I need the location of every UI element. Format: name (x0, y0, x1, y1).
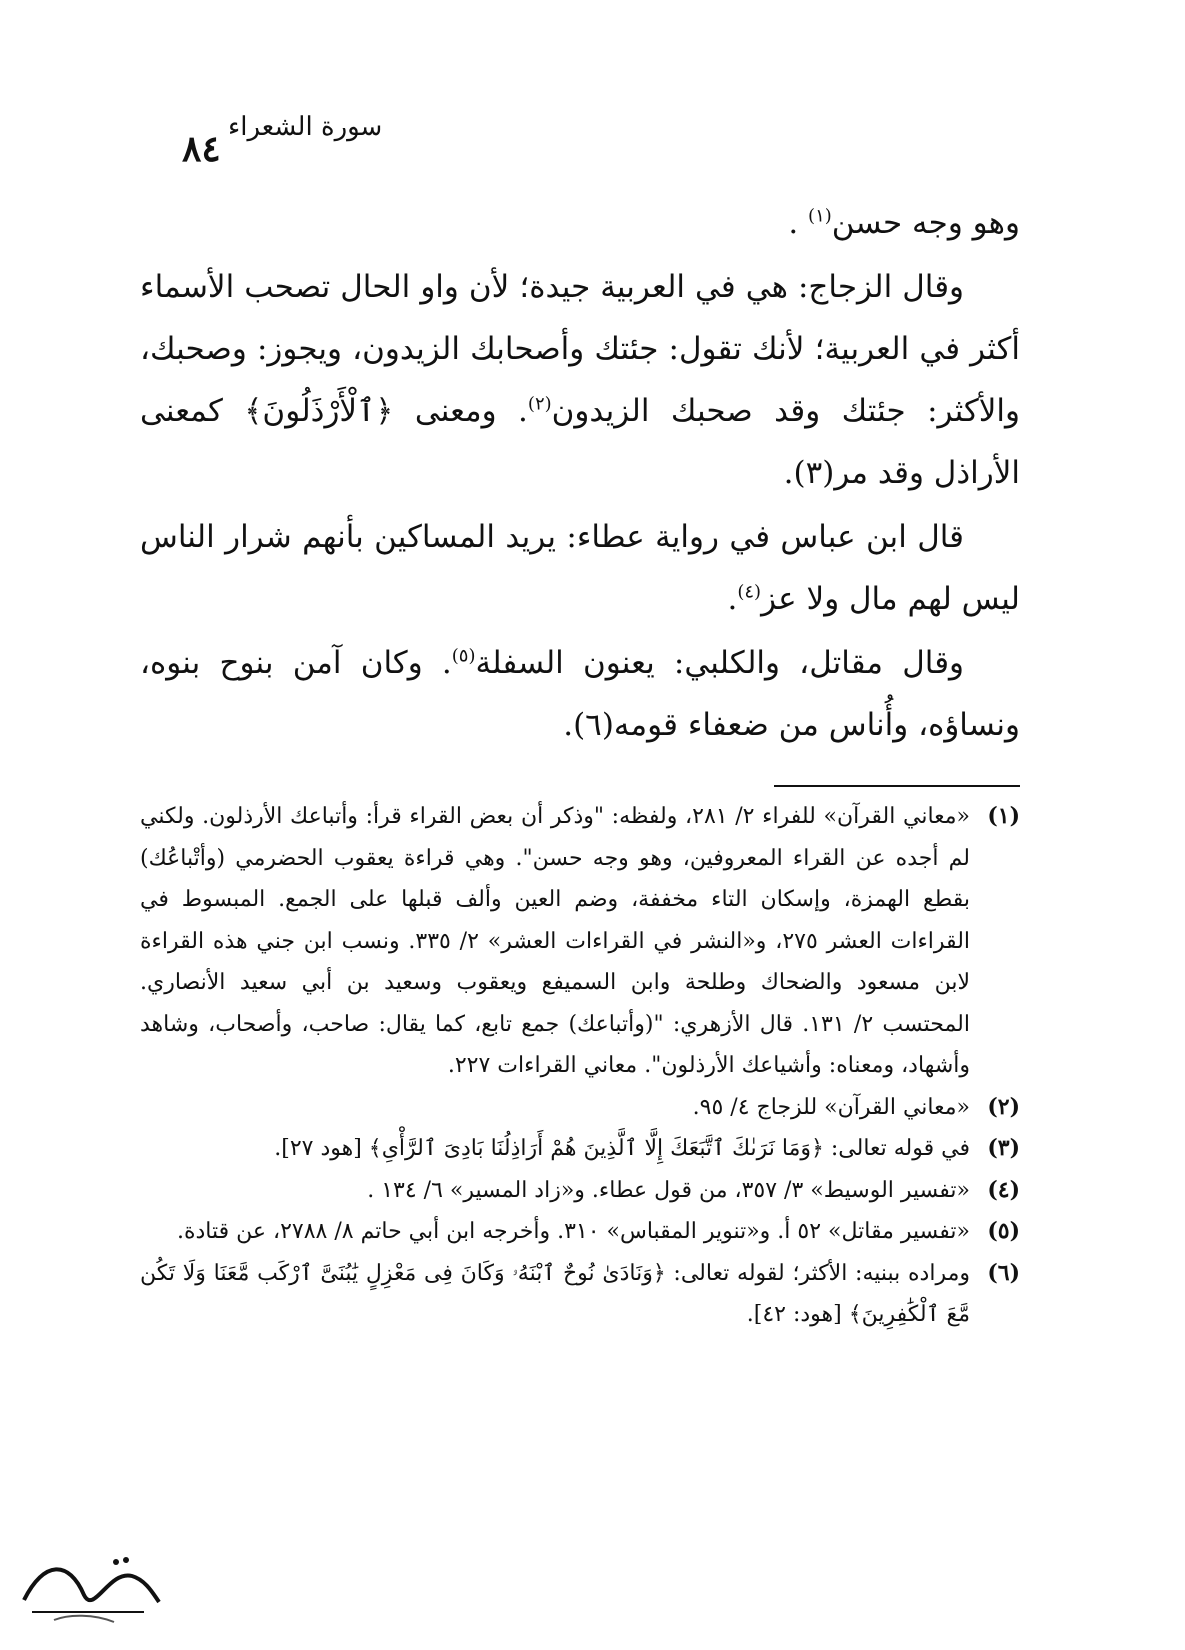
footnote-number: (٦) (987, 1259, 1020, 1286)
footnote-text: «تفسير الوسيط» ٣/ ٣٥٧، من قول عطاء. و«زاد المسير» ٦/ ١٣٤ . (367, 1177, 970, 1203)
footnote-text: «تفسير مقاتل» ٥٢ أ. و«تنوير المقباس» ٣١٠. وأخرجه ابن أبي حاتم ٨/ ٢٧٨٨، عن قتادة. (176, 1219, 970, 1244)
paragraph: قال ابن عباس في رواية عطاء: يريد المساكين بأنهم شرار الناس ليس لهم مال ولا عز$^{(٤)}$. (140, 519, 1020, 617)
footnote-ref[interactable]: (٥) (451, 645, 476, 667)
footnote-ref[interactable]: (٢) (527, 393, 552, 415)
footnote-ref[interactable]: (١) (808, 205, 832, 227)
paragraph: وهو وجه حسن$^{(١)}$ . (788, 205, 1020, 241)
footnotes (140, 796, 1020, 1336)
footnote-number: (١) (987, 803, 1020, 829)
footnote-text: ومراده ببنيه: الأكثر؛ لقوله تعالى: ﴿وَنَادَىٰ نُوحٌ ٱبْنَهُۥ وَكَانَ فِى مَعْزِلٍ يَٰبُنَىَّ ٱرْكَب مَّعَنَا وَلَا تَكُن مَّعَ ٱلْكَٰفِرِينَ﴾ [هود: ٤٢]. (140, 1260, 970, 1327)
page-header (0, 108, 1185, 168)
footnote (140, 1253, 1020, 1336)
footnote-number: (٢) (987, 1093, 1020, 1120)
footnote-text: «معاني القرآن» للفراء ٢/ ٢٨١، ولفظه: "وذكر أن بعض القراء قرأ: وأتباعك الأرذلون. ولكني لم أجده عن القراء المعروفين، وهو وجه حسن". وهي قراءة يعقوب الحضرمي (وأتْباعُك) بقطع الهمزة، وإسكان التاء مخففة، وضم العين وألف قبلها على الجمع. المبسوط في القراءات العشر ٢٧٥، و«النشر في القراءات العشر» ٢/ ٣٣٥. ونسب ابن جني هذه القراءة لابن مسعود والضحاك وطلحة وابن السميفع ويعقوب وسعيد بن أبي سعيد الأنصاري. المحتسب ٢/ ١٣١. قال الأزهري: "(وأتباعك) جمع تابع، كما يقال: صاحب، وأصحاب، وشاهد وأشهاد، ومعناه: وأشياعك الأرذلون". معاني القراءات ٢٢٧. (140, 804, 971, 1078)
footnote (140, 1211, 1020, 1253)
paragraph: وقال الزجاج: هي في العربية جيدة؛ لأن واو الحال تصحب الأسماء أكثر في العربية؛ لأنك تقول: جئتك وأصحابك الزيدون، ويجوز: وصحبك، والأكثر: جئتك وقد صحبك الزيدون$^{(٢)}$. ومعنى ﴿ٱلْأَرْذَلُونَ﴾ كمعنى الأراذل وقد مر(٣). (140, 269, 1021, 491)
footnote-number: (٤) (987, 1176, 1020, 1203)
footnote-ref[interactable]: (٤) (737, 581, 762, 603)
running-title: سورة الشعراء (228, 112, 383, 142)
page-number: ٨٤ (182, 128, 221, 170)
footnote (140, 796, 1020, 1087)
footnote-number: (٥) (987, 1218, 1020, 1244)
footnote-text: في قوله تعالى: ﴿وَمَا نَرَىٰكَ ٱتَّبَعَكَ إِلَّا ٱلَّذِينَ هُمْ أَرَاذِلُنَا بَادِىَ ٱلرَّأْىِ﴾ [هود ٢٧]. (274, 1136, 970, 1161)
main-text (140, 192, 1020, 756)
footnote (140, 1128, 1020, 1170)
paragraph: وقال مقاتل، والكلبي: يعنون السفلة$^{(٥)}$. وكان آمن بنوح بنوه، ونساؤه، وأُناس من ضعفاء قومه(٦). (140, 645, 1020, 743)
footnote (140, 1170, 1020, 1212)
publisher-logo (14, 1540, 164, 1630)
footnote (140, 1087, 1020, 1129)
footnote-text: «معاني القرآن» للزجاج ٤/ ٩٥. (692, 1094, 970, 1120)
footnote-divider (774, 785, 1020, 787)
footnote-number: (٣) (987, 1135, 1020, 1161)
